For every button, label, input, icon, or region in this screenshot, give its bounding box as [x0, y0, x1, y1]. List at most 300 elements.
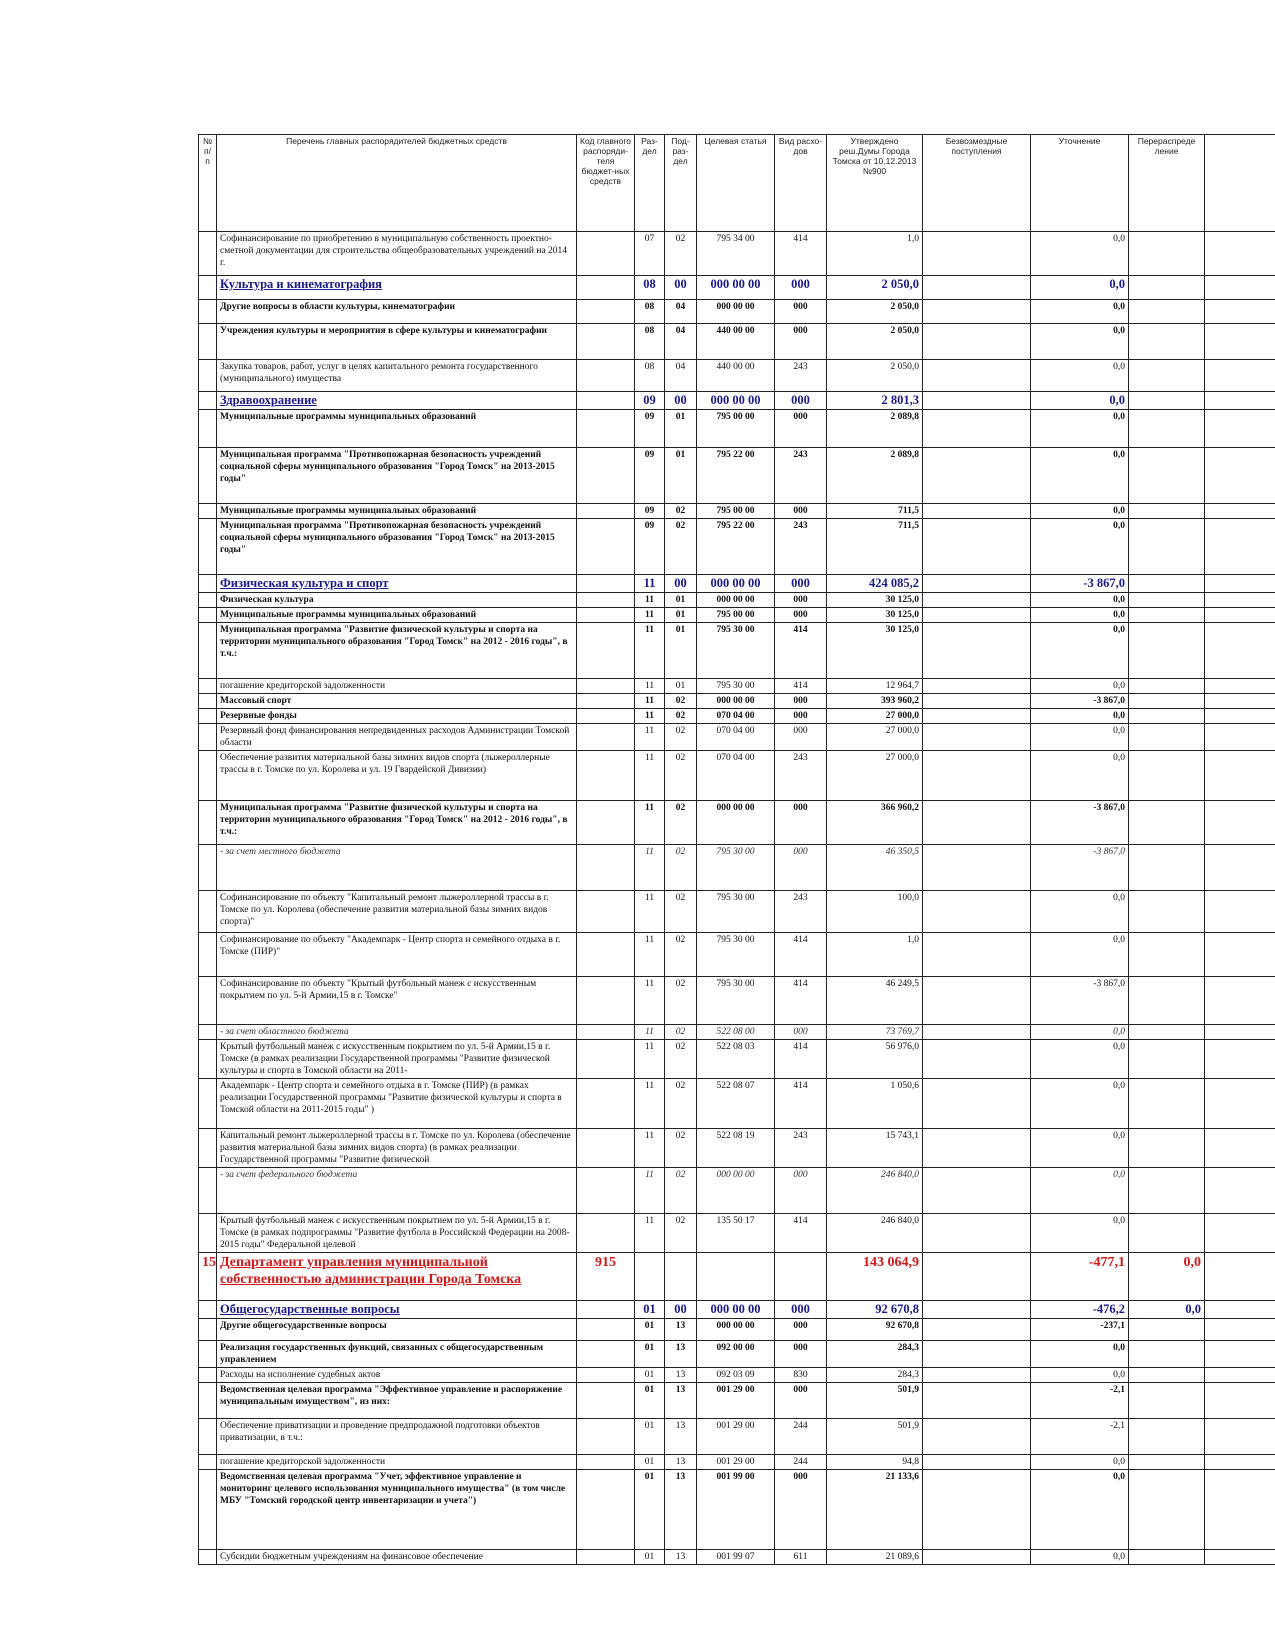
cell-redistribution — [1129, 933, 1205, 977]
cell-statya: 522 08 19 — [697, 1129, 775, 1168]
cell-gratuitous — [923, 1129, 1031, 1168]
cell-redistribution — [1129, 724, 1205, 751]
cell-code — [577, 679, 635, 694]
cell-razdel: 11 — [635, 1079, 665, 1129]
cell-gratuitous — [923, 1040, 1031, 1079]
cell-code — [577, 1025, 635, 1040]
cell-statya: 440 00 00 — [697, 324, 775, 360]
cell-approved: 92 670,8 — [827, 1301, 923, 1319]
cell-statya: 092 00 00 — [697, 1341, 775, 1368]
cell-gratuitous — [923, 1025, 1031, 1040]
cell-clarify: 0,0 — [1031, 1470, 1129, 1550]
cell-num — [199, 360, 217, 392]
cell-redistribution — [1129, 1550, 1205, 1565]
cell-num — [199, 623, 217, 679]
cell-num — [199, 410, 217, 448]
cell-podrazdel: 02 — [665, 1040, 697, 1079]
cell-statya: 000 00 00 — [697, 392, 775, 410]
cell-approved: 246 840,0 — [827, 1168, 923, 1214]
cell-statya: 135 50 17 — [697, 1214, 775, 1253]
cell-statya: 795 30 00 — [697, 679, 775, 694]
cell-name: Расходы на исполнение судебных актов — [217, 1368, 577, 1383]
cell-podrazdel: 13 — [665, 1383, 697, 1419]
cell-statya: 000 00 00 — [697, 575, 775, 593]
cell-name: Обеспечение развития материальной базы зимних видов спорта (лыжероллерные трассы в г. Томске по ул. Королева и ул. 19 Гвардейской Дивизии) — [217, 751, 577, 801]
cell-vid: 243 — [775, 891, 827, 933]
cell-razdel: 11 — [635, 575, 665, 593]
cell-approved: 2 050,0 — [827, 300, 923, 324]
cell-num — [199, 324, 217, 360]
cell-clarify: 0,0 — [1031, 504, 1129, 519]
cell-statya: 795 00 00 — [697, 504, 775, 519]
cell-redistribution — [1129, 608, 1205, 623]
cell-statya: 092 03 09 — [697, 1368, 775, 1383]
col-name-header: Перечень главных распорядителей бюджетных средств — [217, 135, 577, 232]
cell-name: Софинансирование по объекту "Крытый футбольный манеж с искусственным покрытием по ул. 5-й Армии,15 в г. Томске" — [217, 977, 577, 1025]
cell-code: 915 — [577, 1253, 635, 1301]
cell-gratuitous — [923, 324, 1031, 360]
cell-statya: 070 04 00 — [697, 724, 775, 751]
cell-vid: 243 — [775, 448, 827, 504]
cell-name: Муниципальная программа "Развитие физической культуры и спорта на территории муниципального образования "Город Томск" на 2012 - 2016 годы", в т.ч.: — [217, 623, 577, 679]
cell-approved: 393 960,2 — [827, 694, 923, 709]
table-row — [199, 694, 1275, 709]
cell-clarify: 0,0 — [1031, 1040, 1129, 1079]
cell-code — [577, 360, 635, 392]
table-row — [199, 1319, 1275, 1341]
cell-vid: 000 — [775, 724, 827, 751]
cell-clarify: -477,1 — [1031, 1253, 1129, 1301]
cell-redistribution — [1129, 519, 1205, 575]
cell-statya: 795 30 00 — [697, 977, 775, 1025]
cell-approved: 2 801,3 — [827, 392, 923, 410]
cell-num — [199, 709, 217, 724]
cell-clarify: 0,0 — [1031, 623, 1129, 679]
cell-code — [577, 1368, 635, 1383]
cell-extra — [1205, 519, 1275, 575]
cell-podrazdel: 02 — [665, 504, 697, 519]
cell-extra — [1205, 623, 1275, 679]
cell-code — [577, 232, 635, 276]
cell-razdel: 08 — [635, 360, 665, 392]
cell-clarify: -3 867,0 — [1031, 977, 1129, 1025]
cell-num — [199, 1079, 217, 1129]
cell-podrazdel: 02 — [665, 694, 697, 709]
cell-clarify: 0,0 — [1031, 1368, 1129, 1383]
cell-podrazdel: 00 — [665, 392, 697, 410]
cell-extra — [1205, 1301, 1275, 1319]
cell-num — [199, 300, 217, 324]
cell-gratuitous — [923, 593, 1031, 608]
cell-statya: 001 29 00 — [697, 1419, 775, 1455]
cell-code — [577, 1040, 635, 1079]
cell-code — [577, 801, 635, 845]
table-row — [199, 519, 1275, 575]
cell-statya: 000 00 00 — [697, 694, 775, 709]
cell-podrazdel: 04 — [665, 360, 697, 392]
cell-vid: 414 — [775, 623, 827, 679]
col-clarify-header: Уточнение — [1031, 135, 1129, 232]
cell-gratuitous — [923, 1168, 1031, 1214]
cell-approved: 92 670,8 — [827, 1319, 923, 1341]
cell-num — [199, 1368, 217, 1383]
cell-num — [199, 751, 217, 801]
cell-extra — [1205, 593, 1275, 608]
cell-extra — [1205, 360, 1275, 392]
cell-code — [577, 1168, 635, 1214]
cell-gratuitous — [923, 977, 1031, 1025]
cell-razdel: 11 — [635, 751, 665, 801]
cell-clarify: 0,0 — [1031, 276, 1129, 300]
cell-code — [577, 709, 635, 724]
cell-gratuitous — [923, 1383, 1031, 1419]
cell-name: Обеспечение приватизации и проведение предпродажной подготовки объектов приватизации, в т.ч.: — [217, 1419, 577, 1455]
cell-vid: 000 — [775, 801, 827, 845]
table-row — [199, 1025, 1275, 1040]
cell-statya: 000 00 00 — [697, 300, 775, 324]
cell-extra — [1205, 232, 1275, 276]
cell-statya: 795 22 00 — [697, 519, 775, 575]
cell-clarify: 0,0 — [1031, 1214, 1129, 1253]
cell-clarify: -476,2 — [1031, 1301, 1129, 1319]
cell-approved: 27 000,0 — [827, 751, 923, 801]
cell-razdel: 11 — [635, 933, 665, 977]
cell-razdel: 11 — [635, 1025, 665, 1040]
cell-code — [577, 593, 635, 608]
cell-approved: 15 743,1 — [827, 1129, 923, 1168]
cell-vid: 414 — [775, 1214, 827, 1253]
cell-num — [199, 608, 217, 623]
cell-redistribution — [1129, 410, 1205, 448]
cell-redistribution — [1129, 276, 1205, 300]
cell-approved: 1,0 — [827, 933, 923, 977]
cell-clarify: 0,0 — [1031, 392, 1129, 410]
cell-name: Физическая культура — [217, 593, 577, 608]
cell-razdel: 01 — [635, 1550, 665, 1565]
cell-extra — [1205, 276, 1275, 300]
cell-redistribution — [1129, 1383, 1205, 1419]
cell-podrazdel: 13 — [665, 1470, 697, 1550]
cell-num — [199, 1168, 217, 1214]
cell-statya: 440 00 00 — [697, 360, 775, 392]
cell-podrazdel: 00 — [665, 1301, 697, 1319]
cell-statya: 795 00 00 — [697, 608, 775, 623]
cell-clarify: 0,0 — [1031, 1025, 1129, 1040]
cell-extra — [1205, 1253, 1275, 1301]
cell-vid: 244 — [775, 1455, 827, 1470]
cell-clarify: 0,0 — [1031, 891, 1129, 933]
cell-vid: 000 — [775, 593, 827, 608]
cell-num — [199, 977, 217, 1025]
cell-vid: 000 — [775, 1025, 827, 1040]
table-row — [199, 845, 1275, 891]
cell-extra — [1205, 724, 1275, 751]
cell-redistribution — [1129, 1025, 1205, 1040]
cell-razdel: 07 — [635, 232, 665, 276]
cell-approved: 30 125,0 — [827, 608, 923, 623]
cell-razdel: 09 — [635, 504, 665, 519]
cell-code — [577, 300, 635, 324]
cell-gratuitous — [923, 575, 1031, 593]
cell-name: Субсидии бюджетным учреждениям на финансовое обеспечение — [217, 1550, 577, 1565]
cell-approved: 501,9 — [827, 1383, 923, 1419]
cell-statya: 522 08 03 — [697, 1040, 775, 1079]
cell-code — [577, 1341, 635, 1368]
cell-num — [199, 1341, 217, 1368]
cell-redistribution — [1129, 1455, 1205, 1470]
cell-gratuitous — [923, 724, 1031, 751]
cell-statya: 522 08 00 — [697, 1025, 775, 1040]
cell-gratuitous — [923, 679, 1031, 694]
cell-name: Другие общегосударственные вопросы — [217, 1319, 577, 1341]
table-row — [199, 1368, 1275, 1383]
table-row — [199, 392, 1275, 410]
cell-razdel: 01 — [635, 1419, 665, 1455]
cell-num — [199, 933, 217, 977]
cell-redistribution — [1129, 1214, 1205, 1253]
cell-redistribution — [1129, 1040, 1205, 1079]
budget-sheet — [198, 134, 1275, 1650]
cell-redistribution — [1129, 1419, 1205, 1455]
cell-name: Здравоохранение — [217, 392, 577, 410]
col-approved-header: Утверждено реш.Думы Города Томска от 10.12.2013 №900 — [827, 135, 923, 232]
table-row — [199, 232, 1275, 276]
cell-gratuitous — [923, 1319, 1031, 1341]
cell-razdel: 11 — [635, 608, 665, 623]
cell-approved: 424 085,2 — [827, 575, 923, 593]
cell-clarify: -3 867,0 — [1031, 575, 1129, 593]
cell-code — [577, 324, 635, 360]
cell-razdel: 01 — [635, 1368, 665, 1383]
cell-extra — [1205, 751, 1275, 801]
cell-razdel: 11 — [635, 1129, 665, 1168]
col-redistribution-header: Перераспреде ление — [1129, 135, 1205, 232]
table-row — [199, 709, 1275, 724]
cell-extra — [1205, 324, 1275, 360]
cell-vid: 000 — [775, 1168, 827, 1214]
cell-code — [577, 276, 635, 300]
cell-name: Софинансирование по приобретению в муниципальную собственность проектно-сметной документации для строительства общеобразовательных учреждений на 2014 г. — [217, 232, 577, 276]
cell-razdel: 11 — [635, 1214, 665, 1253]
cell-redistribution — [1129, 1079, 1205, 1129]
cell-num — [199, 1129, 217, 1168]
cell-code — [577, 977, 635, 1025]
cell-gratuitous — [923, 1455, 1031, 1470]
cell-redistribution — [1129, 709, 1205, 724]
cell-redistribution — [1129, 891, 1205, 933]
cell-num — [199, 593, 217, 608]
cell-num — [199, 1550, 217, 1565]
cell-code — [577, 724, 635, 751]
cell-razdel: 01 — [635, 1455, 665, 1470]
cell-extra — [1205, 1168, 1275, 1214]
cell-podrazdel: 02 — [665, 845, 697, 891]
cell-clarify: 0,0 — [1031, 709, 1129, 724]
cell-num — [199, 724, 217, 751]
cell-vid: 000 — [775, 1301, 827, 1319]
cell-extra — [1205, 1079, 1275, 1129]
cell-vid: 243 — [775, 519, 827, 575]
cell-code — [577, 1455, 635, 1470]
cell-gratuitous — [923, 1368, 1031, 1383]
cell-gratuitous — [923, 360, 1031, 392]
cell-gratuitous — [923, 1470, 1031, 1550]
cell-clarify: 0,0 — [1031, 1341, 1129, 1368]
cell-statya: 795 30 00 — [697, 623, 775, 679]
cell-clarify: 0,0 — [1031, 519, 1129, 575]
cell-vid: 830 — [775, 1368, 827, 1383]
cell-extra — [1205, 1214, 1275, 1253]
cell-extra — [1205, 1368, 1275, 1383]
cell-num — [199, 1419, 217, 1455]
cell-name: Массовый спорт — [217, 694, 577, 709]
cell-clarify: -3 867,0 — [1031, 694, 1129, 709]
cell-razdel: 08 — [635, 300, 665, 324]
cell-statya: 001 99 00 — [697, 1470, 775, 1550]
cell-extra — [1205, 410, 1275, 448]
cell-extra — [1205, 1455, 1275, 1470]
cell-gratuitous — [923, 448, 1031, 504]
cell-podrazdel: 01 — [665, 593, 697, 608]
cell-vid: 243 — [775, 751, 827, 801]
cell-extra — [1205, 933, 1275, 977]
cell-code — [577, 1129, 635, 1168]
col-vid-header: Вид расхо-дов — [775, 135, 827, 232]
cell-gratuitous — [923, 1079, 1031, 1129]
cell-gratuitous — [923, 845, 1031, 891]
cell-redistribution — [1129, 575, 1205, 593]
cell-approved: 30 125,0 — [827, 593, 923, 608]
cell-extra — [1205, 891, 1275, 933]
cell-num — [199, 1470, 217, 1550]
cell-extra — [1205, 845, 1275, 891]
cell-razdel: 01 — [635, 1470, 665, 1550]
cell-vid: 243 — [775, 360, 827, 392]
cell-name: Крытый футбольный манеж с искусственным покрытием по ул. 5-й Армии,15 в г. Томске (в рамках подпрограммы "Развитие футбола в Российской Федерации на 2008-2015 годы" Федеральной целевой — [217, 1214, 577, 1253]
table-row — [199, 1550, 1275, 1565]
table-row — [199, 623, 1275, 679]
cell-approved: 1 050,6 — [827, 1079, 923, 1129]
cell-podrazdel: 02 — [665, 724, 697, 751]
cell-podrazdel: 13 — [665, 1341, 697, 1368]
cell-statya: 000 00 00 — [697, 276, 775, 300]
cell-razdel: 11 — [635, 623, 665, 679]
cell-vid: 414 — [775, 1079, 827, 1129]
cell-approved: 284,3 — [827, 1368, 923, 1383]
cell-clarify: -237,1 — [1031, 1319, 1129, 1341]
cell-code — [577, 751, 635, 801]
table-row — [199, 360, 1275, 392]
cell-extra — [1205, 300, 1275, 324]
cell-razdel: 09 — [635, 410, 665, 448]
table-row — [199, 593, 1275, 608]
cell-vid: 244 — [775, 1419, 827, 1455]
cell-razdel: 01 — [635, 1341, 665, 1368]
cell-redistribution — [1129, 232, 1205, 276]
cell-podrazdel: 01 — [665, 410, 697, 448]
cell-statya: 000 00 00 — [697, 1319, 775, 1341]
cell-razdel: 09 — [635, 392, 665, 410]
table-row — [199, 724, 1275, 751]
cell-name: Муниципальная программа "Развитие физической культуры и спорта на территории муниципального образования "Город Томск" на 2012 - 2016 годы", в т.ч.: — [217, 801, 577, 845]
cell-name: Ведомственная целевая программа "Эффективное управление и распоряжение муниципальным имуществом", из них: — [217, 1383, 577, 1419]
cell-podrazdel: 00 — [665, 276, 697, 300]
cell-clarify: -2,1 — [1031, 1383, 1129, 1419]
cell-num — [199, 276, 217, 300]
cell-podrazdel: 01 — [665, 623, 697, 679]
cell-name: Закупка товаров, работ, услуг в целях капитального ремонта государственного (муниципального) имущества — [217, 360, 577, 392]
cell-razdel: 11 — [635, 724, 665, 751]
cell-clarify: 0,0 — [1031, 1129, 1129, 1168]
cell-approved: 711,5 — [827, 504, 923, 519]
cell-code — [577, 1319, 635, 1341]
cell-statya: 000 00 00 — [697, 1301, 775, 1319]
cell-gratuitous — [923, 300, 1031, 324]
cell-razdel: 08 — [635, 276, 665, 300]
cell-code — [577, 1301, 635, 1319]
cell-name: Муниципальные программы муниципальных образований — [217, 504, 577, 519]
cell-num — [199, 1040, 217, 1079]
col-razdel-header: Раз-дел — [635, 135, 665, 232]
cell-extra — [1205, 1383, 1275, 1419]
cell-redistribution — [1129, 694, 1205, 709]
cell-name: Реализация государственных функций, связанных с общегосударственным управлением — [217, 1341, 577, 1368]
cell-redistribution — [1129, 801, 1205, 845]
cell-approved: 284,3 — [827, 1341, 923, 1368]
cell-redistribution — [1129, 324, 1205, 360]
cell-clarify: 0,0 — [1031, 933, 1129, 977]
cell-razdel: 11 — [635, 801, 665, 845]
cell-clarify: -3 867,0 — [1031, 845, 1129, 891]
table-row — [199, 504, 1275, 519]
cell-razdel: 11 — [635, 1040, 665, 1079]
cell-approved: 1,0 — [827, 232, 923, 276]
col-statya-header: Целевая статья — [697, 135, 775, 232]
cell-name: - за счет местного бюджета — [217, 845, 577, 891]
cell-redistribution — [1129, 1341, 1205, 1368]
cell-extra — [1205, 801, 1275, 845]
cell-statya: 795 00 00 — [697, 410, 775, 448]
cell-name: Департамент управления муниципальной собственностью администрации Города Томска — [217, 1253, 577, 1301]
cell-name: Ведомственная целевая программа "Учет, эффективное управление и мониторинг целевого использования муниципального имущества" (в том числе МБУ "Томский городской центр инвентаризации и учета") — [217, 1470, 577, 1550]
cell-num — [199, 575, 217, 593]
cell-podrazdel: 02 — [665, 232, 697, 276]
cell-name: погашение кредиторской задолженности — [217, 679, 577, 694]
cell-extra — [1205, 392, 1275, 410]
cell-clarify: 0,0 — [1031, 1168, 1129, 1214]
cell-gratuitous — [923, 276, 1031, 300]
cell-extra — [1205, 1129, 1275, 1168]
cell-podrazdel: 02 — [665, 1079, 697, 1129]
cell-vid: 000 — [775, 1470, 827, 1550]
cell-approved: 711,5 — [827, 519, 923, 575]
cell-approved: 2 050,0 — [827, 276, 923, 300]
cell-extra — [1205, 1040, 1275, 1079]
cell-podrazdel: 04 — [665, 300, 697, 324]
cell-podrazdel: 02 — [665, 1168, 697, 1214]
cell-statya: 795 34 00 — [697, 232, 775, 276]
cell-podrazdel: 02 — [665, 519, 697, 575]
cell-name: Физическая культура и спорт — [217, 575, 577, 593]
table-row — [199, 448, 1275, 504]
table-row — [199, 1129, 1275, 1168]
table-row — [199, 1214, 1275, 1253]
cell-razdel: 09 — [635, 448, 665, 504]
cell-statya: 000 00 00 — [697, 1168, 775, 1214]
table-row — [199, 410, 1275, 448]
cell-approved: 46 249,5 — [827, 977, 923, 1025]
cell-extra — [1205, 608, 1275, 623]
